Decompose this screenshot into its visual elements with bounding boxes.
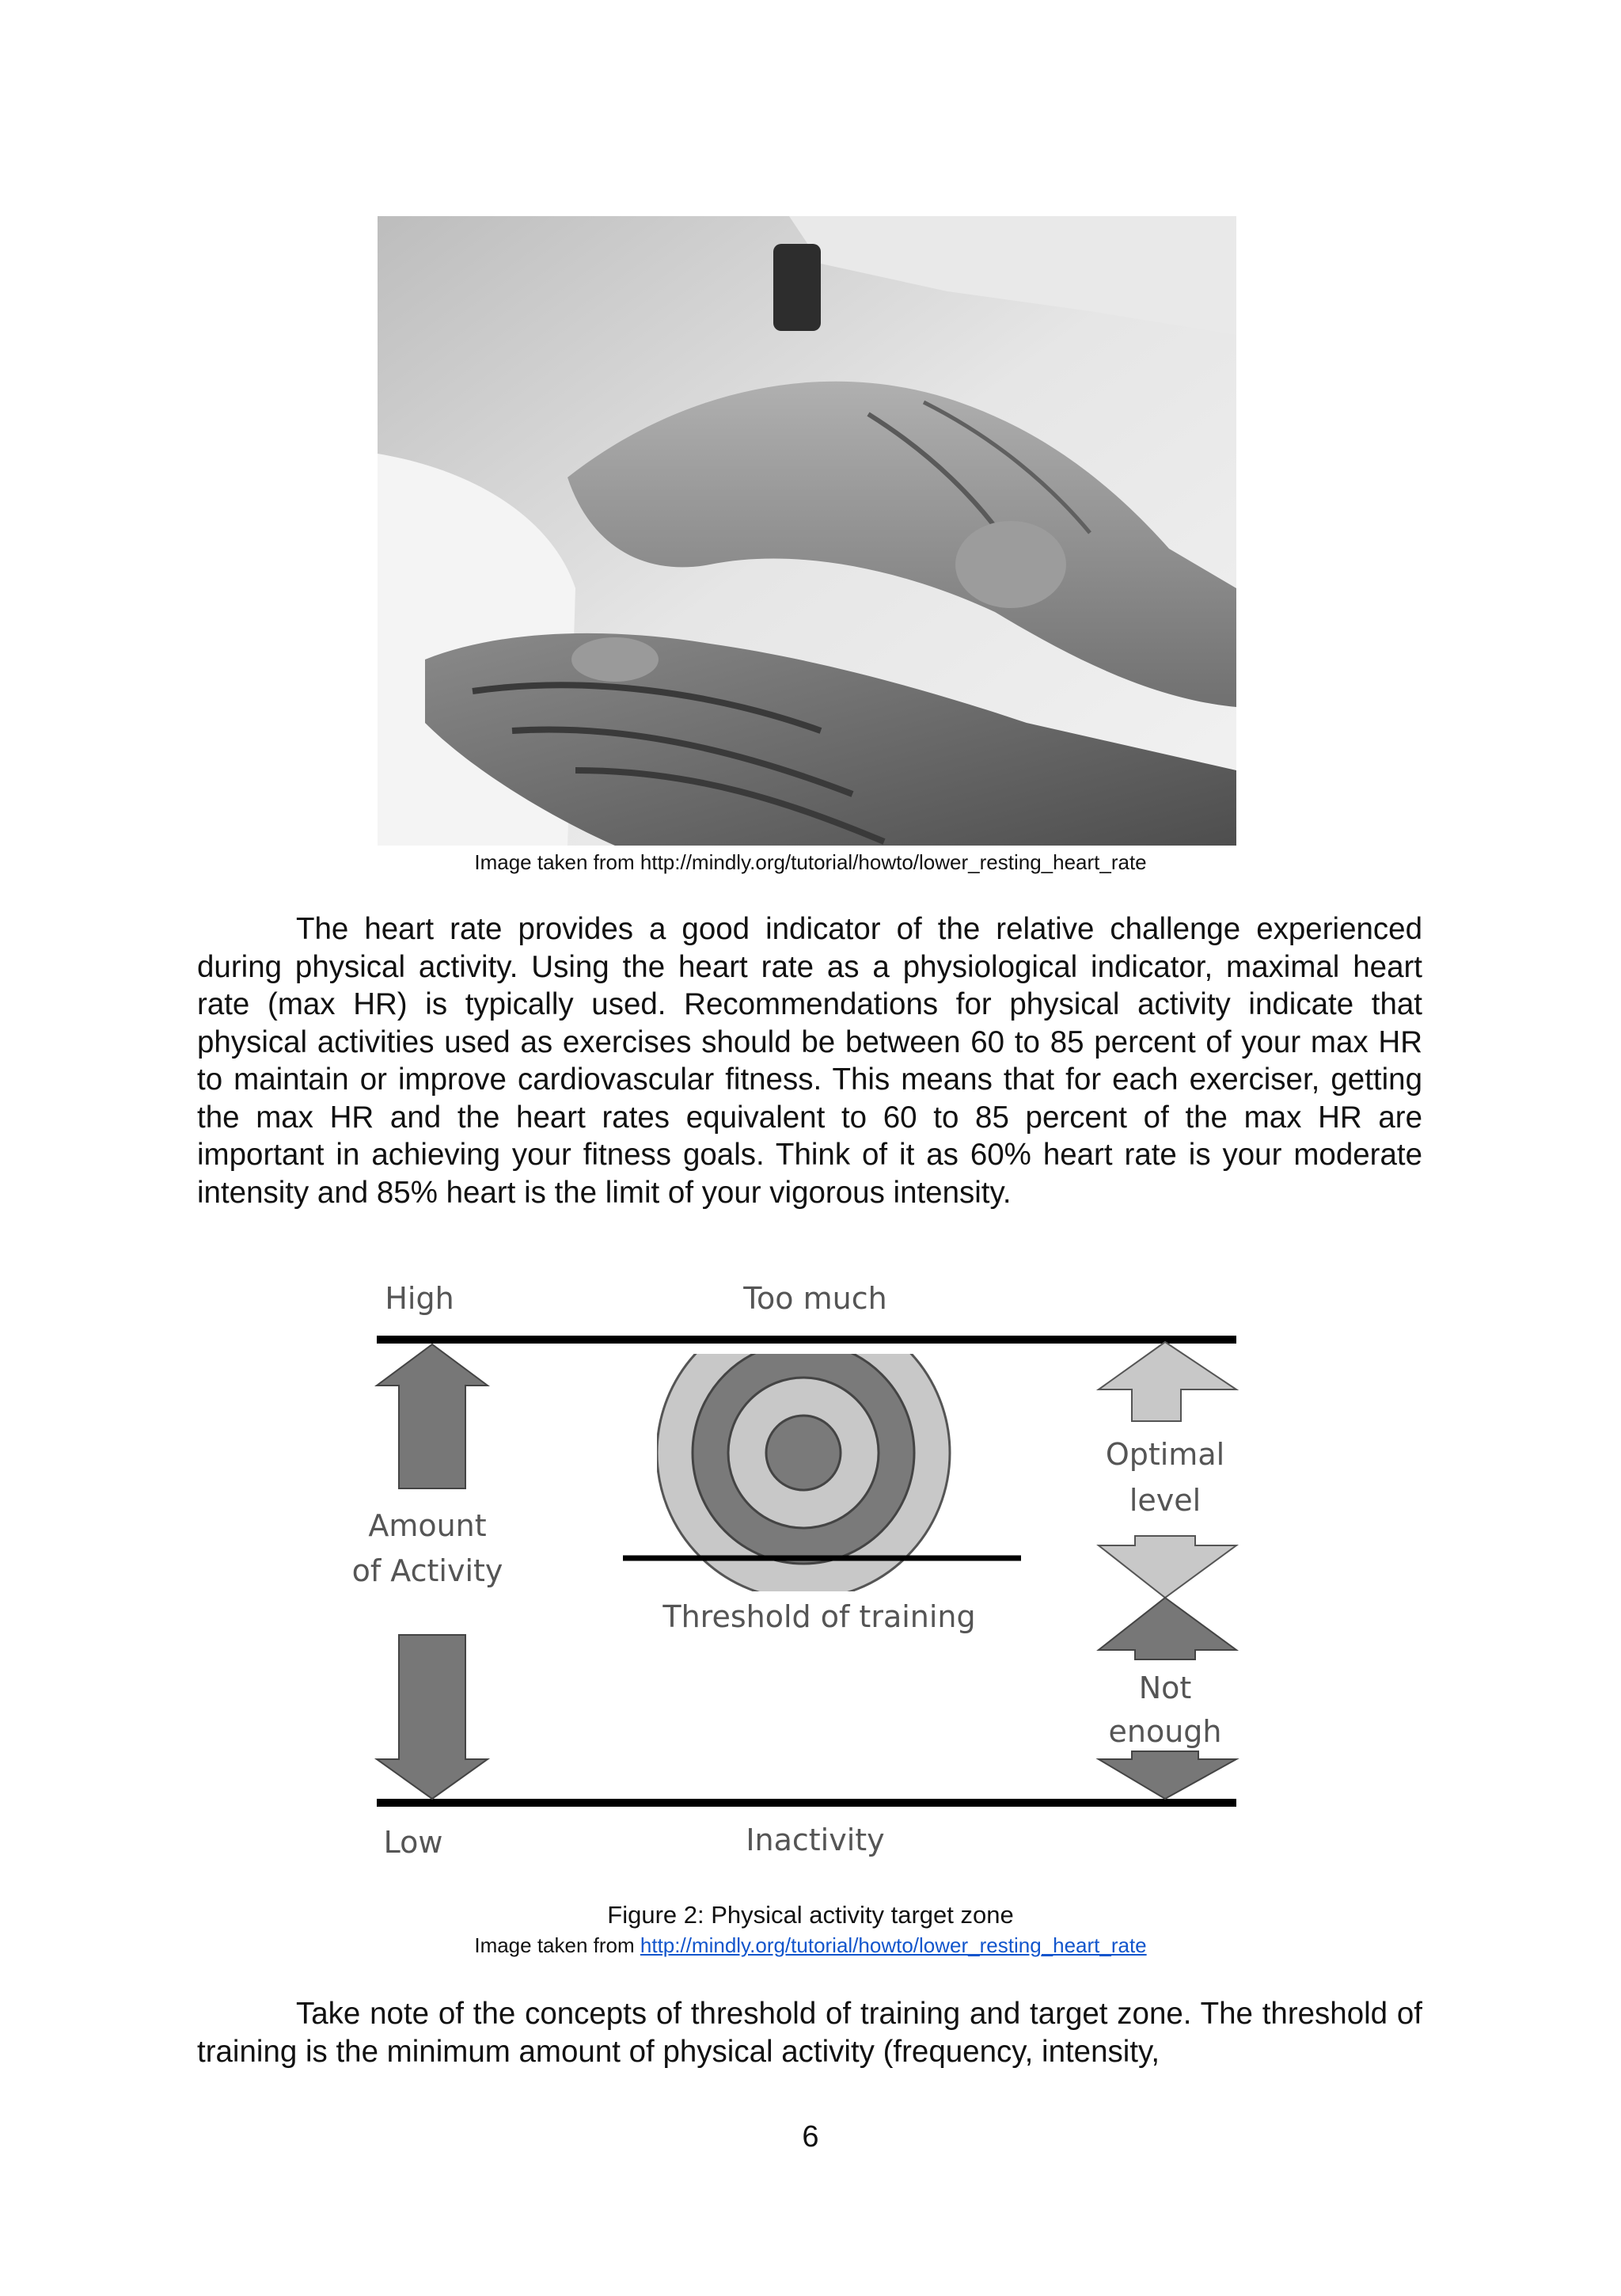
label-threshold: Threshold of training bbox=[662, 1599, 976, 1634]
figure-source-prefix: Image taken from bbox=[474, 1933, 640, 1957]
label-inactivity: Inactivity bbox=[746, 1823, 885, 1857]
figure-source-link[interactable]: http://mindly.org/tutorial/howto/lower_resting_heart_rate bbox=[640, 1933, 1147, 1957]
label-too-much: Too much bbox=[743, 1281, 887, 1316]
photo-caption: Image taken from http://mindly.org/tutorial/howto/lower_resting_heart_rate bbox=[474, 850, 1147, 874]
label-optimal: Optimal bbox=[1105, 1437, 1225, 1472]
label-high: High bbox=[385, 1281, 454, 1316]
label-level: level bbox=[1129, 1483, 1202, 1518]
page-number: 6 bbox=[802, 2120, 819, 2153]
arrow-up-right-light bbox=[1099, 1342, 1236, 1421]
hands-photo bbox=[378, 216, 1236, 846]
label-low: Low bbox=[383, 1825, 443, 1860]
label-amount: Amount bbox=[368, 1508, 487, 1543]
arrow-down-right-light bbox=[1099, 1536, 1236, 1598]
arrow-down-left bbox=[377, 1635, 488, 1799]
label-enough: enough bbox=[1108, 1714, 1222, 1749]
label-of-activity: of Activity bbox=[351, 1553, 503, 1588]
figure-source bbox=[0, 1933, 1621, 1958]
figure-caption: Figure 2: Physical activity target zone bbox=[607, 1901, 1014, 1929]
arrow-up-right-dark bbox=[1099, 1598, 1236, 1659]
target-zone-figure bbox=[340, 1267, 1274, 1868]
label-not: Not bbox=[1138, 1671, 1192, 1705]
arrow-up-left bbox=[377, 1344, 488, 1488]
body-paragraph-2: Take note of the concepts of threshold of training and target zone. The threshold of training is the minimum amount of physical activity (frequency, intensity, bbox=[197, 1997, 1422, 2069]
body-paragraph-1: The heart rate provides a good indicator of the relative challenge experienced during physical activity. Using the heart rate as a physiological indicator, maximal heart rate (max HR) is typically used. Recommendations for physical activity indicate that physical activities used as exercises should be between 60 to 85 percent of your max HR to maintain or improve cardiovascular fitness. This means that for each exerciser, getting the max HR and the heart rates equivalent to 60 to 85 percent of the max HR are important in achieving your fitness goals. Think of it as 60% heart rate is your moderate intensity and 85% heart is the limit of your vigorous intensity. bbox=[197, 912, 1422, 1210]
arrow-down-right-dark bbox=[1099, 1751, 1236, 1799]
